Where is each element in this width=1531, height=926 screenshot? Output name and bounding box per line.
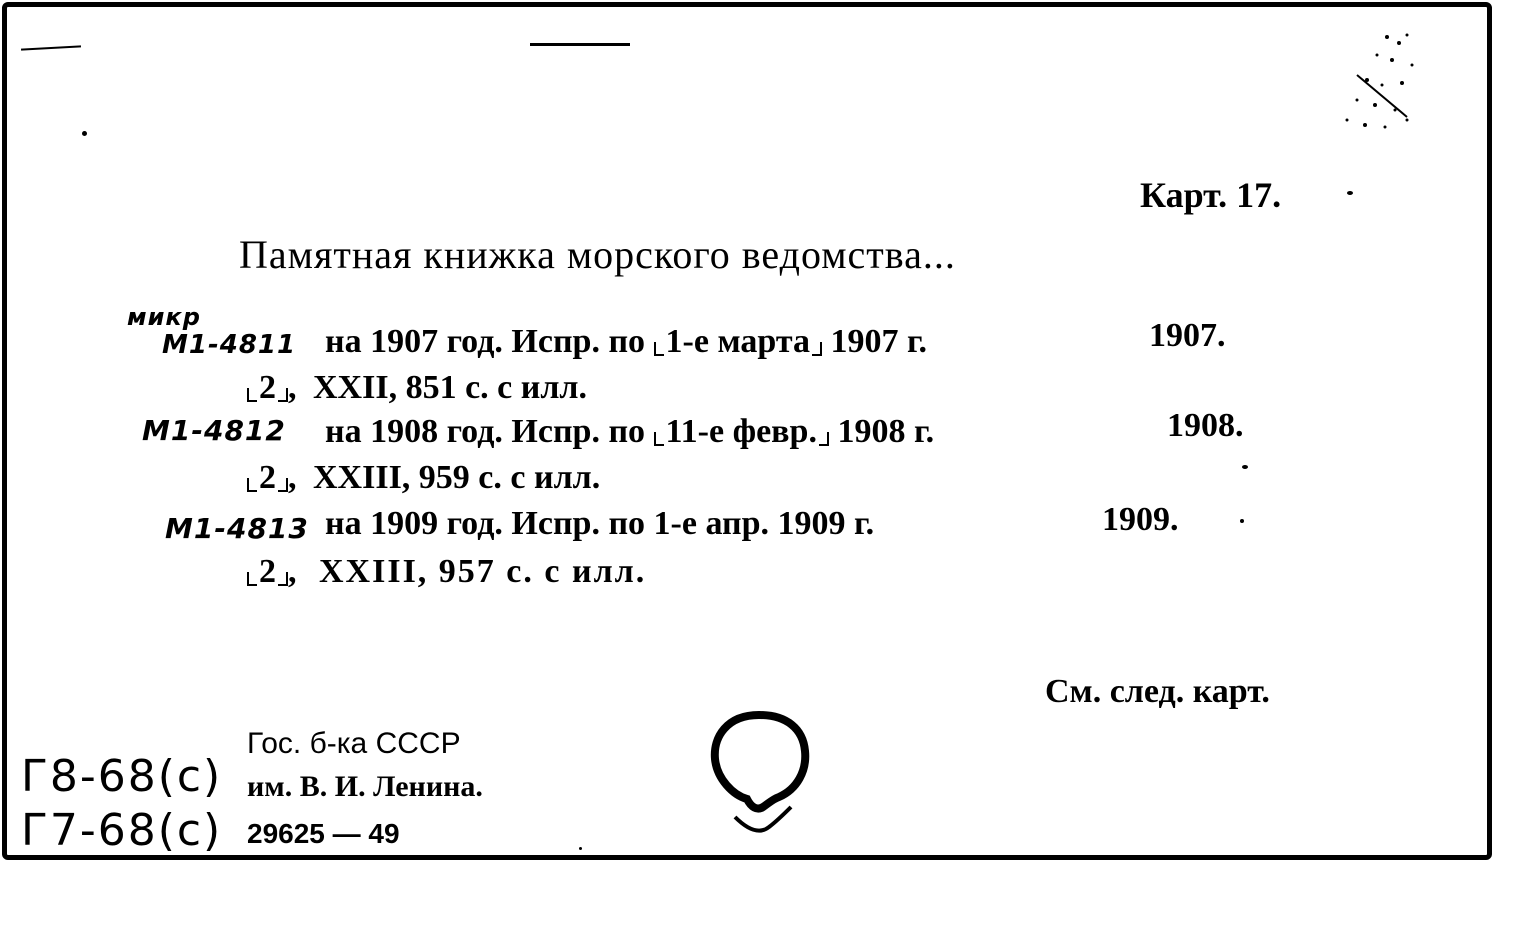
- bracket-open: [247, 478, 257, 492]
- shelfmark-1: М1-4811: [162, 330, 297, 360]
- library-line-1: Гос. б-ка СССР: [247, 727, 461, 760]
- bracket-close: [278, 478, 288, 492]
- scan-speck: [1347, 191, 1353, 195]
- bracket-close: [812, 342, 822, 356]
- bracket-close: [278, 388, 288, 402]
- entry-1-line-end: 1907 г.: [830, 323, 928, 360]
- see-next-card: См. след. карт.: [1045, 673, 1270, 710]
- stamp-line-2: Г7-68(с): [21, 805, 223, 856]
- entry-2-line: [325, 415, 934, 449]
- scan-speck: [1242, 465, 1248, 469]
- scan-speck: [579, 847, 582, 850]
- entry-2-edition: 2: [259, 459, 276, 496]
- entry-3-year: 1909.: [1102, 501, 1179, 538]
- bracket-open: [654, 432, 664, 446]
- entry-1-pages: XXII, 851 с. с илл.: [313, 369, 587, 406]
- card-number: Карт. 17.: [1140, 175, 1282, 215]
- entry-1-edition: 2: [259, 369, 276, 406]
- entry-1-pages-line: 2 , XXII, 851 с. с илл.: [247, 371, 587, 405]
- library-number: 29625 — 49: [247, 818, 400, 849]
- handwritten-note: микр: [127, 303, 201, 331]
- entry-2-text: на 1908 год. Испр. по: [325, 413, 646, 450]
- entry-3-pages-line: 2 , XXIII, 957 с. с илл.: [247, 555, 646, 589]
- catalog-card: [2, 2, 1492, 860]
- bracket-open: [247, 388, 257, 402]
- entry-2-date: 11-е февр.: [665, 413, 817, 450]
- entry-2-pages: XXIII, 959 с. с илл.: [313, 459, 601, 496]
- bracket-close: [278, 572, 288, 586]
- punch-hole-icon: [707, 707, 817, 847]
- scan-dash: [530, 43, 630, 46]
- entry-2-line-end: 1908 г.: [837, 413, 935, 450]
- scan-speck: [1240, 519, 1244, 523]
- bracket-close: [819, 432, 829, 446]
- stamp-line-1: Г8-68(с): [21, 751, 223, 802]
- entry-1-line: [325, 325, 927, 359]
- card-title: Памятная книжка морского ведомства...: [239, 232, 956, 277]
- entry-2-year: 1908.: [1167, 407, 1244, 444]
- scan-speck: [82, 131, 87, 136]
- shelfmark-3: М1-4813: [165, 512, 309, 545]
- entry-1-date: 1-е марта: [665, 323, 810, 360]
- shelfmark-2: М1-4812: [142, 414, 286, 447]
- bracket-open: [247, 572, 257, 586]
- entry-3-line: на 1909 год. Испр. по 1-е апр. 1909 г.: [325, 505, 875, 542]
- scan-smudge: [1327, 25, 1437, 145]
- entry-3-pages: XXIII, 957 с. с илл.: [319, 553, 647, 590]
- entry-2-pages-line: 2 , XXIII, 959 с. с илл.: [247, 461, 600, 495]
- entry-1-text: на 1907 год. Испр. по: [325, 323, 646, 360]
- bracket-open: [654, 342, 664, 356]
- entry-1-year: 1907.: [1149, 317, 1226, 354]
- entry-3-edition: 2: [259, 553, 276, 590]
- scan-dash: [21, 45, 81, 50]
- library-line-2: им. В. И. Ленина.: [247, 770, 483, 803]
